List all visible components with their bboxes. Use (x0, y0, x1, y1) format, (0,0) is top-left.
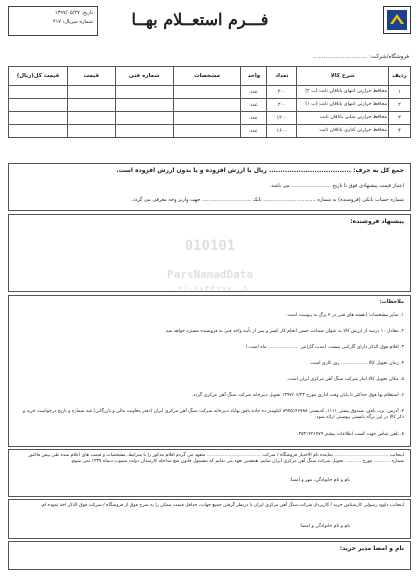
condition-item: ۶. استعلام بها فوق حداکثر تا پایان وقت اداری مورخ ۱۳۹۷/۰۶/۲۳ تحویل دبیرخانه شرکت سنگ آهن مرکزی گردد. (191, 393, 404, 398)
item-unit: عدد (241, 125, 267, 138)
item-qty: ۱۲۰۰ (267, 112, 297, 125)
condition-item: ۳. اقلام فوق الذکر دارای گارانتی نیست. (مدت گارانتی ..................... ماه است.) (245, 345, 404, 350)
item-unit: عدد (241, 99, 267, 112)
conditions-label: ملاحظات: (379, 299, 404, 305)
item-part-no[interactable] (115, 112, 173, 125)
item-total[interactable] (9, 99, 68, 112)
manager-sign-label: نام و امضا مدیر خرید: (339, 545, 404, 552)
sender-declaration-text: اینجانب داوود رسولی کارشناس خرید / کارپرداز شرکت سنگ آهن مرکزی ایران با درنظر گرفتن جمیع جهات، حداقل قیمت ممکن را به شرح فوق از فروشگاه / شرکت فوق الذکر اخذ نموده ام. (40, 503, 404, 508)
watermark-phone: ۰۲۱-۸۸۳۴۶۹۷۰-۵ (172, 285, 248, 295)
proposal-label: پیشنهاد فروشنده: (350, 218, 404, 225)
row-number: ۱ (389, 86, 411, 99)
item-part-no[interactable] (115, 86, 173, 99)
item-description: محافظ حرارتی انتهای یاتاقان ثابت (ب ۱) (297, 99, 389, 112)
item-qty: ۲۰۰ (267, 99, 297, 112)
company-logo-icon (383, 6, 411, 34)
date-serial-box (8, 6, 98, 36)
col-header: شرح کالا (297, 67, 389, 86)
buyer-label: فروشگاه/شرکت: ............................... (313, 54, 409, 60)
form-title: فـــرم استعــلام بهــا (131, 10, 269, 29)
item-part-no[interactable] (115, 99, 173, 112)
item-description: محافظ حرارتی انتهای یاتاقان ثابت (ب ۲) (297, 86, 389, 99)
table-row (9, 112, 411, 125)
total-in-words: جمع کل به حرف: .................................... ریال با ارزش افزوده و یا بدون ارزش افزوده است. (116, 167, 404, 174)
buyer-commitment-block (8, 449, 411, 497)
table-header-row (9, 67, 411, 86)
item-spec[interactable] (173, 86, 241, 99)
col-header: قیمت (67, 67, 115, 86)
totals-block (8, 163, 411, 211)
price-validity: اعتبار قیمت پیشنهادی فوق تا تاریخ ......................... می باشد. (269, 183, 404, 189)
item-unit: عدد (241, 112, 267, 125)
item-spec[interactable] (173, 125, 241, 138)
item-price[interactable] (67, 99, 115, 112)
item-spec[interactable] (173, 112, 241, 125)
table-row (9, 86, 411, 99)
col-header: ردیف (389, 67, 411, 86)
item-price[interactable] (67, 125, 115, 138)
sender-declaration-block (8, 499, 411, 539)
date-text: تاریخ: ۱۳۹۷/۰۵/۲۷ (54, 10, 93, 16)
item-qty: ۲۰۰ (267, 86, 297, 99)
item-qty: ۱۶۰۰ (267, 125, 297, 138)
watermark-code: 010101 (184, 238, 236, 254)
manager-block (8, 541, 411, 570)
item-spec[interactable] (173, 99, 241, 112)
condition-item: ۷. آدرس: یزد، بافق، صندوق پستی ۱۱۱۱، کدپستی ۸۹۷۵۱۴۶۷۸۸ کیلومتر ده جاده بافق بهاباد دبیرخانه شرکت سنگ آهن مرکزی ایران (دفتر معاونت مالی و بازرگانی) فیه شماره و تاریخ درخواست خرید و ذکر کالا در این برگه بایستی پیوستی ارائه شود. (22, 409, 404, 420)
conditions-block (8, 295, 411, 447)
buyer-commitment-text: اینجانب ..................................... نماینده تام الاختیار فروشگاه / شرکت ..................................... متعهد می گردم اقلام مذکور را با شرایط، مشخصات و قیمت های اعلام شده طی پیش فاکتور شماره ........... مورخ ........... تحویل شرکت سنگ آهن مرکزی ایران نمایم. همچنین تعهد می نمایم که مشمول قانون منع مداخله کارمندان دولت مصوب دیماه ۱۳۳۷ نمی شوم. (28, 453, 404, 464)
item-total[interactable] (9, 86, 68, 99)
sender-signature-label: نام و نام خانوادگی و امضا: (299, 524, 350, 529)
col-header: شماره فنی (115, 67, 173, 86)
condition-item: ۸. تلفن تماس جهت کسب اطلاعات بیشتر ۰۳۵۳۱۴۲۶۷۷۹ (296, 432, 404, 437)
condition-item: ۲. معادل ۱۰ درصد از ارزش کالا به عنوان ضمانت حسن انجام کار کسر و پس از تأیید واحد فنی به فروشنده مسترد خواهد شد. (164, 329, 404, 334)
col-header: مشخصات (173, 67, 241, 86)
item-description: محافظ حرارتی کناری یاتاقان ثابت (297, 125, 389, 138)
item-total[interactable] (9, 112, 68, 125)
item-price[interactable] (67, 86, 115, 99)
bank-account: شماره حساب بانکی (فروشنده) به شماره ................................. بانک ............................... جهت واریز وجه معرفی می گردد. (131, 197, 404, 203)
item-description: محافظ حرارتی میانی یاتاقان ثابت (297, 112, 389, 125)
watermark-brand: ParsNamadData (166, 268, 254, 281)
item-unit: عدد (241, 86, 267, 99)
condition-item: ۵. مکان تحویل کالا انبار شرکت سنگ آهن مرکزی ایران است. (286, 377, 404, 382)
items-table (8, 66, 411, 138)
col-header: واحد (241, 67, 267, 86)
row-number: ۲ (389, 99, 411, 112)
row-number: ۳ (389, 112, 411, 125)
item-total[interactable] (9, 125, 68, 138)
condition-item: ۴. زمان تحویل کالا .................. روز کاری است. (309, 361, 404, 366)
item-part-no[interactable] (115, 125, 173, 138)
col-header: تعداد (267, 67, 297, 86)
buyer-signature-label: نام و نام خانوادگی، مهر و امضا: (289, 478, 350, 483)
serial-text: شماره سریال: ۴۱۷ (52, 19, 93, 25)
table-row (9, 125, 411, 138)
table-row (9, 99, 411, 112)
condition-item: ۱. سایر مشخصات (نقشه های فنی در ۴ برگ به پیوست است. (286, 313, 404, 318)
item-price[interactable] (67, 112, 115, 125)
row-number: ۴ (389, 125, 411, 138)
col-header: قیمت کل(ریال) (9, 67, 68, 86)
